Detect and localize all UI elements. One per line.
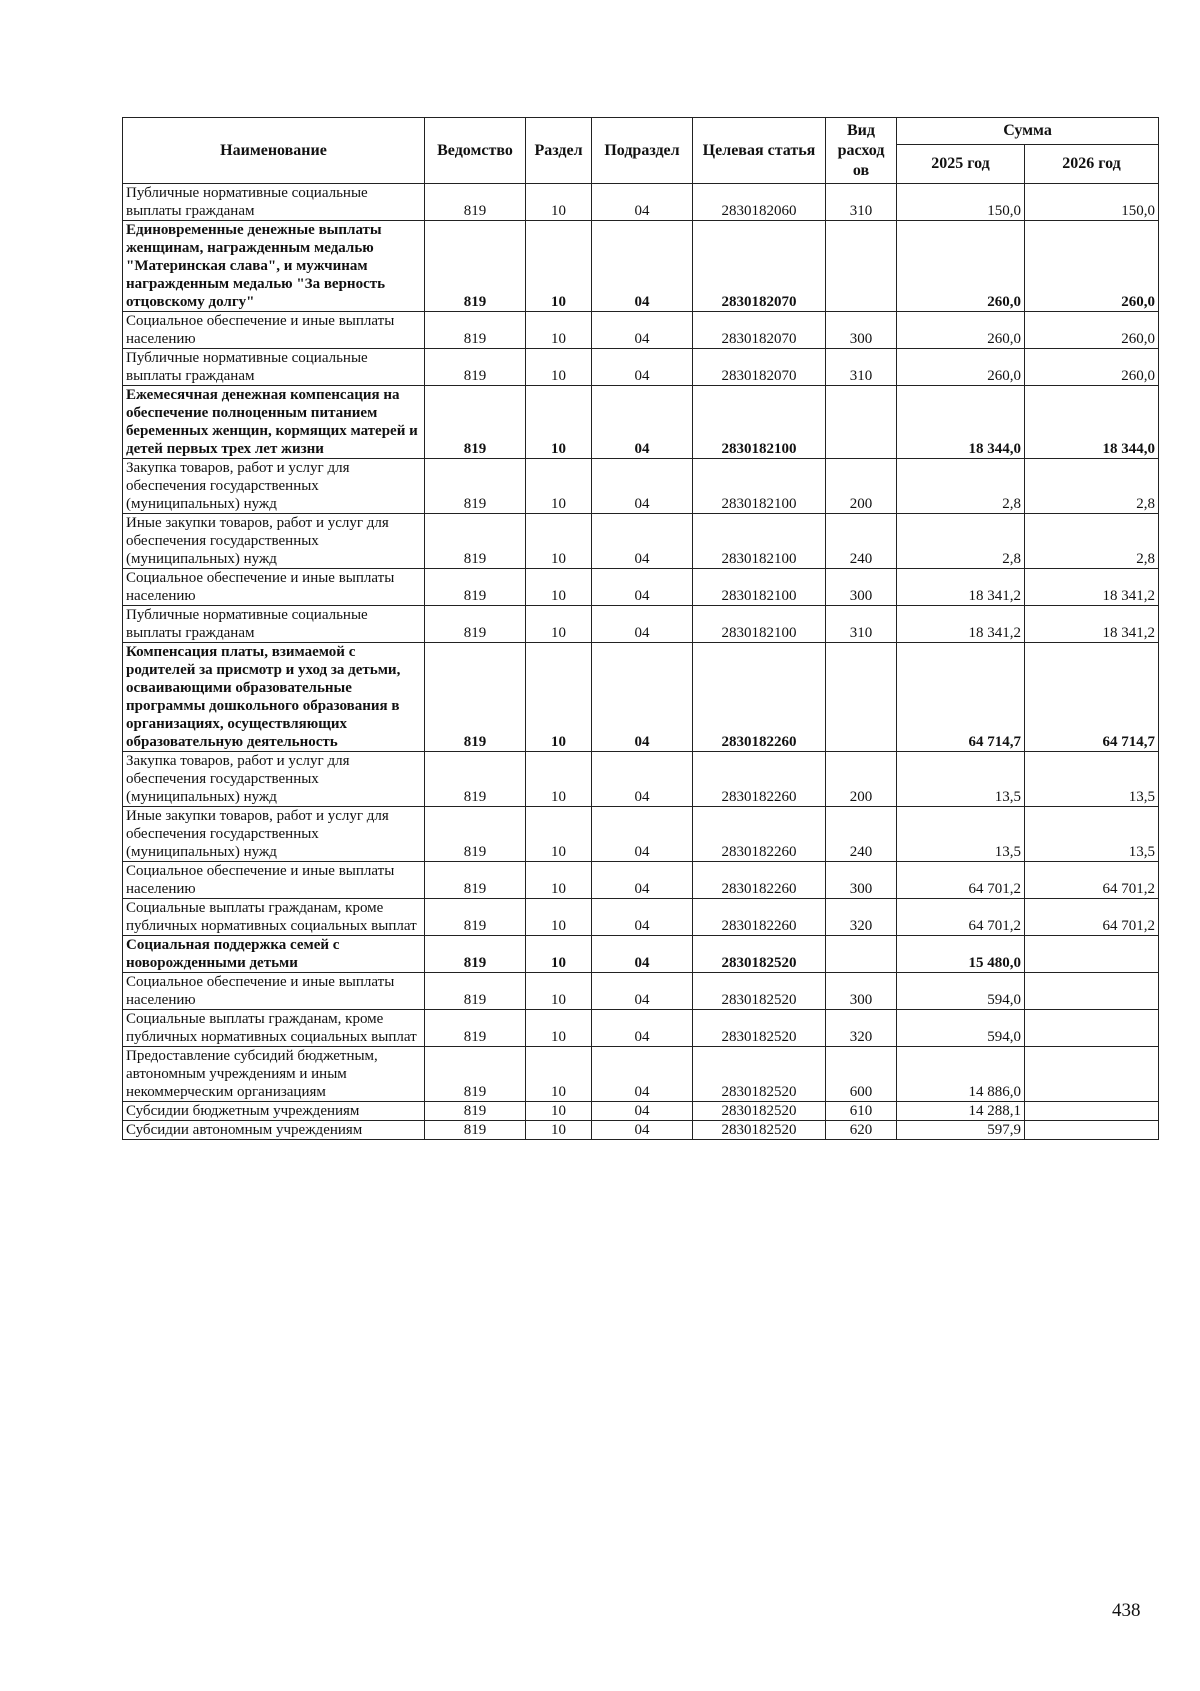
row-sum-2025: 2,8 [897,459,1025,514]
row-sum-2026: 64 701,2 [1025,862,1159,899]
row-subsection: 04 [592,221,693,312]
row-expense-type: 300 [826,862,897,899]
row-subsection: 04 [592,386,693,459]
row-expense-type: 610 [826,1102,897,1121]
row-expense-type: 600 [826,1047,897,1102]
table-row [123,459,1159,514]
table-row [123,1010,1159,1047]
row-expense-type: 240 [826,807,897,862]
row-target-article: 2830182260 [693,899,826,936]
row-subsection: 04 [592,862,693,899]
row-section: 10 [526,184,592,221]
row-expense-type [826,386,897,459]
row-expense-type: 310 [826,184,897,221]
row-expense-type: 300 [826,312,897,349]
row-subsection: 04 [592,752,693,807]
row-target-article: 2830182260 [693,862,826,899]
row-name: Иные закупки товаров, работ и услуг для обеспечения государственных (муниципальных) нужд [123,514,425,569]
table-header-row [123,118,1159,145]
row-section: 10 [526,973,592,1010]
row-section: 10 [526,514,592,569]
table-row [123,643,1159,752]
row-section: 10 [526,899,592,936]
table-row [123,1102,1159,1121]
row-target-article: 2830182070 [693,221,826,312]
page-number: 438 [1112,1600,1141,1621]
row-section: 10 [526,862,592,899]
row-department: 819 [425,752,526,807]
table-row [123,569,1159,606]
row-section: 10 [526,606,592,643]
row-department: 819 [425,807,526,862]
row-sum-2026: 150,0 [1025,184,1159,221]
row-sum-2025: 597,9 [897,1121,1025,1140]
row-name: Социальные выплаты гражданам, кроме публичных нормативных социальных выплат [123,899,425,936]
row-subsection: 04 [592,973,693,1010]
row-sum-2025: 260,0 [897,349,1025,386]
header-section: Раздел [526,118,592,184]
row-name: Закупка товаров, работ и услуг для обеспечения государственных (муниципальных) нужд [123,459,425,514]
row-sum-2025: 594,0 [897,973,1025,1010]
row-target-article: 2830182100 [693,606,826,643]
row-target-article: 2830182060 [693,184,826,221]
row-department: 819 [425,643,526,752]
row-sum-2025: 2,8 [897,514,1025,569]
row-expense-type: 310 [826,349,897,386]
row-department: 819 [425,221,526,312]
row-department: 819 [425,312,526,349]
table-body [123,184,1159,1140]
row-sum-2026: 64 701,2 [1025,899,1159,936]
row-section: 10 [526,1010,592,1047]
row-sum-2026: 18 341,2 [1025,606,1159,643]
row-department: 819 [425,606,526,643]
row-name: Субсидии бюджетным учреждениям [123,1102,425,1121]
header-year-2025: 2025 год [897,145,1025,184]
row-section: 10 [526,569,592,606]
row-department: 819 [425,862,526,899]
row-name: Компенсация платы, взимаемой с родителей за присмотр и уход за детьми, осваивающими образовательные программы дошкольного образования в организациях, осуществляющих образовательную деятельность [123,643,425,752]
row-department: 819 [425,1102,526,1121]
table-row [123,514,1159,569]
table-row [123,936,1159,973]
row-section: 10 [526,807,592,862]
row-subsection: 04 [592,936,693,973]
row-sum-2026: 2,8 [1025,459,1159,514]
row-sum-2025: 18 344,0 [897,386,1025,459]
row-sum-2025: 150,0 [897,184,1025,221]
row-sum-2026: 2,8 [1025,514,1159,569]
table-row [123,349,1159,386]
row-expense-type: 310 [826,606,897,643]
row-subsection: 04 [592,643,693,752]
row-target-article: 2830182070 [693,312,826,349]
row-sum-2026 [1025,1047,1159,1102]
row-expense-type: 200 [826,459,897,514]
row-sum-2025: 594,0 [897,1010,1025,1047]
row-sum-2025: 14 288,1 [897,1102,1025,1121]
row-department: 819 [425,569,526,606]
row-name: Единовременные денежные выплаты женщинам, награжденным медалью "Материнская слава", и мужчинам награжденным медалью "За верность отцовскому долгу" [123,221,425,312]
row-section: 10 [526,643,592,752]
row-section: 10 [526,936,592,973]
row-target-article: 2830182100 [693,514,826,569]
row-name: Публичные нормативные социальные выплаты гражданам [123,606,425,643]
row-department: 819 [425,1121,526,1140]
row-target-article: 2830182070 [693,349,826,386]
row-sum-2025: 13,5 [897,807,1025,862]
budget-table-container [122,117,1158,1140]
table-row [123,752,1159,807]
row-subsection: 04 [592,459,693,514]
row-sum-2026 [1025,1121,1159,1140]
row-subsection: 04 [592,569,693,606]
row-name: Закупка товаров, работ и услуг для обеспечения государственных (муниципальных) нужд [123,752,425,807]
row-department: 819 [425,973,526,1010]
row-subsection: 04 [592,312,693,349]
header-target-article: Целевая статья [693,118,826,184]
row-expense-type [826,643,897,752]
row-section: 10 [526,349,592,386]
row-sum-2025: 15 480,0 [897,936,1025,973]
row-target-article: 2830182100 [693,569,826,606]
row-sum-2026 [1025,1010,1159,1047]
row-department: 819 [425,459,526,514]
row-target-article: 2830182260 [693,752,826,807]
row-sum-2026 [1025,936,1159,973]
row-department: 819 [425,386,526,459]
row-section: 10 [526,1102,592,1121]
table-row [123,973,1159,1010]
row-expense-type: 320 [826,899,897,936]
row-name: Социальное обеспечение и иные выплаты населению [123,312,425,349]
row-name: Иные закупки товаров, работ и услуг для обеспечения государственных (муниципальных) нужд [123,807,425,862]
row-expense-type: 300 [826,569,897,606]
row-sum-2026: 260,0 [1025,221,1159,312]
row-sum-2026: 64 714,7 [1025,643,1159,752]
row-subsection: 04 [592,349,693,386]
row-sum-2025: 18 341,2 [897,606,1025,643]
row-name: Социальная поддержка семей с новорожденными детьми [123,936,425,973]
row-subsection: 04 [592,807,693,862]
table-row [123,1047,1159,1102]
row-section: 10 [526,752,592,807]
row-section: 10 [526,312,592,349]
row-sum-2025: 64 714,7 [897,643,1025,752]
row-sum-2025: 260,0 [897,312,1025,349]
row-department: 819 [425,514,526,569]
row-target-article: 2830182520 [693,1047,826,1102]
row-expense-type: 300 [826,973,897,1010]
row-subsection: 04 [592,1102,693,1121]
row-target-article: 2830182520 [693,1010,826,1047]
row-expense-type [826,221,897,312]
row-target-article: 2830182520 [693,1121,826,1140]
row-sum-2025: 18 341,2 [897,569,1025,606]
row-target-article: 2830182260 [693,643,826,752]
row-sum-2026: 260,0 [1025,312,1159,349]
row-department: 819 [425,184,526,221]
row-name: Публичные нормативные социальные выплаты гражданам [123,349,425,386]
row-sum-2026 [1025,973,1159,1010]
row-subsection: 04 [592,1121,693,1140]
row-sum-2025: 13,5 [897,752,1025,807]
table-row [123,862,1159,899]
row-name: Предоставление субсидий бюджетным, автономным учреждениям и иным некоммерческим организациям [123,1047,425,1102]
row-target-article: 2830182100 [693,459,826,514]
row-target-article: 2830182520 [693,973,826,1010]
row-sum-2025: 64 701,2 [897,899,1025,936]
row-expense-type: 620 [826,1121,897,1140]
table-row [123,1121,1159,1140]
row-name: Субсидии автономным учреждениям [123,1121,425,1140]
row-target-article: 2830182100 [693,386,826,459]
row-target-article: 2830182520 [693,1102,826,1121]
row-expense-type [826,936,897,973]
budget-table [122,117,1159,1140]
row-department: 819 [425,349,526,386]
row-sum-2025: 260,0 [897,221,1025,312]
row-department: 819 [425,936,526,973]
table-row [123,386,1159,459]
row-section: 10 [526,459,592,514]
row-name: Социальное обеспечение и иные выплаты населению [123,862,425,899]
row-sum-2025: 64 701,2 [897,862,1025,899]
row-department: 819 [425,899,526,936]
row-expense-type: 320 [826,1010,897,1047]
row-name: Социальные выплаты гражданам, кроме публичных нормативных социальных выплат [123,1010,425,1047]
table-row [123,899,1159,936]
row-target-article: 2830182520 [693,936,826,973]
row-section: 10 [526,1047,592,1102]
table-row [123,606,1159,643]
table-row [123,221,1159,312]
row-sum-2025: 14 886,0 [897,1047,1025,1102]
row-section: 10 [526,221,592,312]
row-sum-2026: 18 344,0 [1025,386,1159,459]
row-subsection: 04 [592,1010,693,1047]
header-expense-type: Вид расход ов [826,118,897,184]
header-sum: Сумма [897,118,1159,145]
table-row [123,184,1159,221]
row-expense-type: 240 [826,514,897,569]
row-subsection: 04 [592,899,693,936]
table-row [123,807,1159,862]
header-year-2026: 2026 год [1025,145,1159,184]
header-name: Наименование [123,118,425,184]
row-name: Публичные нормативные социальные выплаты гражданам [123,184,425,221]
row-department: 819 [425,1047,526,1102]
row-subsection: 04 [592,514,693,569]
table-row [123,312,1159,349]
row-department: 819 [425,1010,526,1047]
row-sum-2026 [1025,1102,1159,1121]
row-sum-2026: 260,0 [1025,349,1159,386]
row-section: 10 [526,386,592,459]
row-subsection: 04 [592,1047,693,1102]
header-subsection: Подраздел [592,118,693,184]
row-sum-2026: 18 341,2 [1025,569,1159,606]
row-name: Социальное обеспечение и иные выплаты населению [123,569,425,606]
row-name: Социальное обеспечение и иные выплаты населению [123,973,425,1010]
row-subsection: 04 [592,606,693,643]
row-name: Ежемесячная денежная компенсация на обеспечение полноценным питанием беременных женщин, кормящих матерей и детей первых трех лет жизни [123,386,425,459]
row-sum-2026: 13,5 [1025,752,1159,807]
header-department: Ведомство [425,118,526,184]
row-target-article: 2830182260 [693,807,826,862]
row-subsection: 04 [592,184,693,221]
row-sum-2026: 13,5 [1025,807,1159,862]
row-section: 10 [526,1121,592,1140]
row-expense-type: 200 [826,752,897,807]
